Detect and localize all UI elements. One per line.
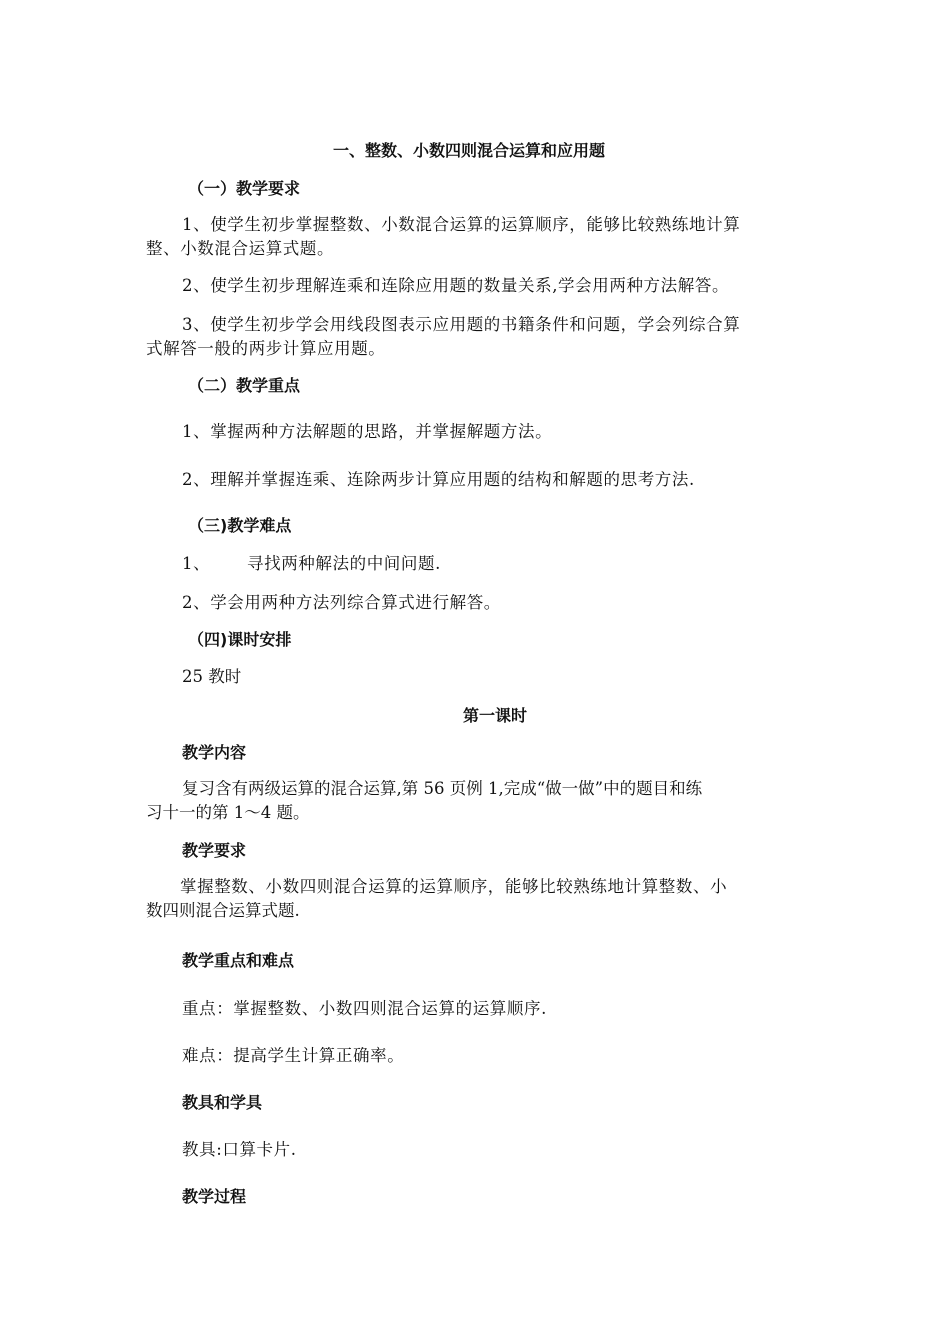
heading-key-points: （二）教学重点 bbox=[188, 376, 301, 395]
paragraph-line: 重点：掌握整数、小数四则混合运算的运算顺序. bbox=[182, 999, 547, 1018]
list-number: 1、 bbox=[182, 554, 211, 573]
heading-content: 教学内容 bbox=[182, 743, 247, 762]
paragraph-line: 2、理解并掌握连乘、连除两步计算应用题的结构和解题的思考方法. bbox=[182, 470, 695, 489]
paragraph-line: 掌握整数、小数四则混合运算的运算顺序，能够比较熟练地计算整数、小 bbox=[180, 877, 728, 896]
paragraph-line: 复习含有两级运算的混合运算,第 56 页例 1,完成“做一做”中的题目和练 bbox=[182, 779, 703, 798]
paragraph-line: 2、使学生初步理解连乘和连除应用题的数量关系,学会用两种方法解答。 bbox=[182, 276, 730, 295]
section-title: 一、整数、小数四则混合运算和应用题 bbox=[333, 141, 606, 160]
paragraph-line: 难点：提高学生计算正确率。 bbox=[182, 1046, 405, 1065]
heading-tools: 教具和学具 bbox=[182, 1093, 263, 1112]
heading-schedule: （四)课时安排 bbox=[188, 630, 292, 649]
paragraph-line: 2、学会用两种方法列综合算式进行解答。 bbox=[182, 593, 501, 612]
heading-process: 教学过程 bbox=[182, 1187, 247, 1206]
heading-lesson-requirements: 教学要求 bbox=[182, 841, 247, 860]
paragraph-line: 1、掌握两种方法解题的思路，并掌握解题方法。 bbox=[182, 422, 553, 441]
paragraph-line: 寻找两种解法的中间问题. bbox=[247, 554, 441, 573]
paragraph-line: 式解答一般的两步计算应用题。 bbox=[146, 339, 386, 358]
heading-requirements: （一）教学要求 bbox=[188, 179, 301, 198]
paragraph-line: 习十一的第 1～4 题。 bbox=[146, 803, 310, 822]
paragraph-line: 整、小数混合运算式题。 bbox=[146, 239, 335, 258]
paragraph-line: 1、使学生初步掌握整数、小数混合运算的运算顺序，能够比较熟练地计算 bbox=[182, 215, 741, 234]
heading-key-and-difficult: 教学重点和难点 bbox=[182, 951, 295, 970]
lesson-title: 第一课时 bbox=[462, 706, 527, 725]
paragraph-line: 数四则混合运算式题. bbox=[146, 901, 300, 920]
paragraph-line: 3、使学生初步学会用线段图表示应用题的书籍条件和问题，学会列综合算 bbox=[182, 315, 741, 334]
paragraph-line: 教具:口算卡片. bbox=[182, 1140, 297, 1159]
heading-difficulties: （三)教学难点 bbox=[188, 516, 292, 535]
paragraph-line: 25 教时 bbox=[182, 667, 242, 686]
